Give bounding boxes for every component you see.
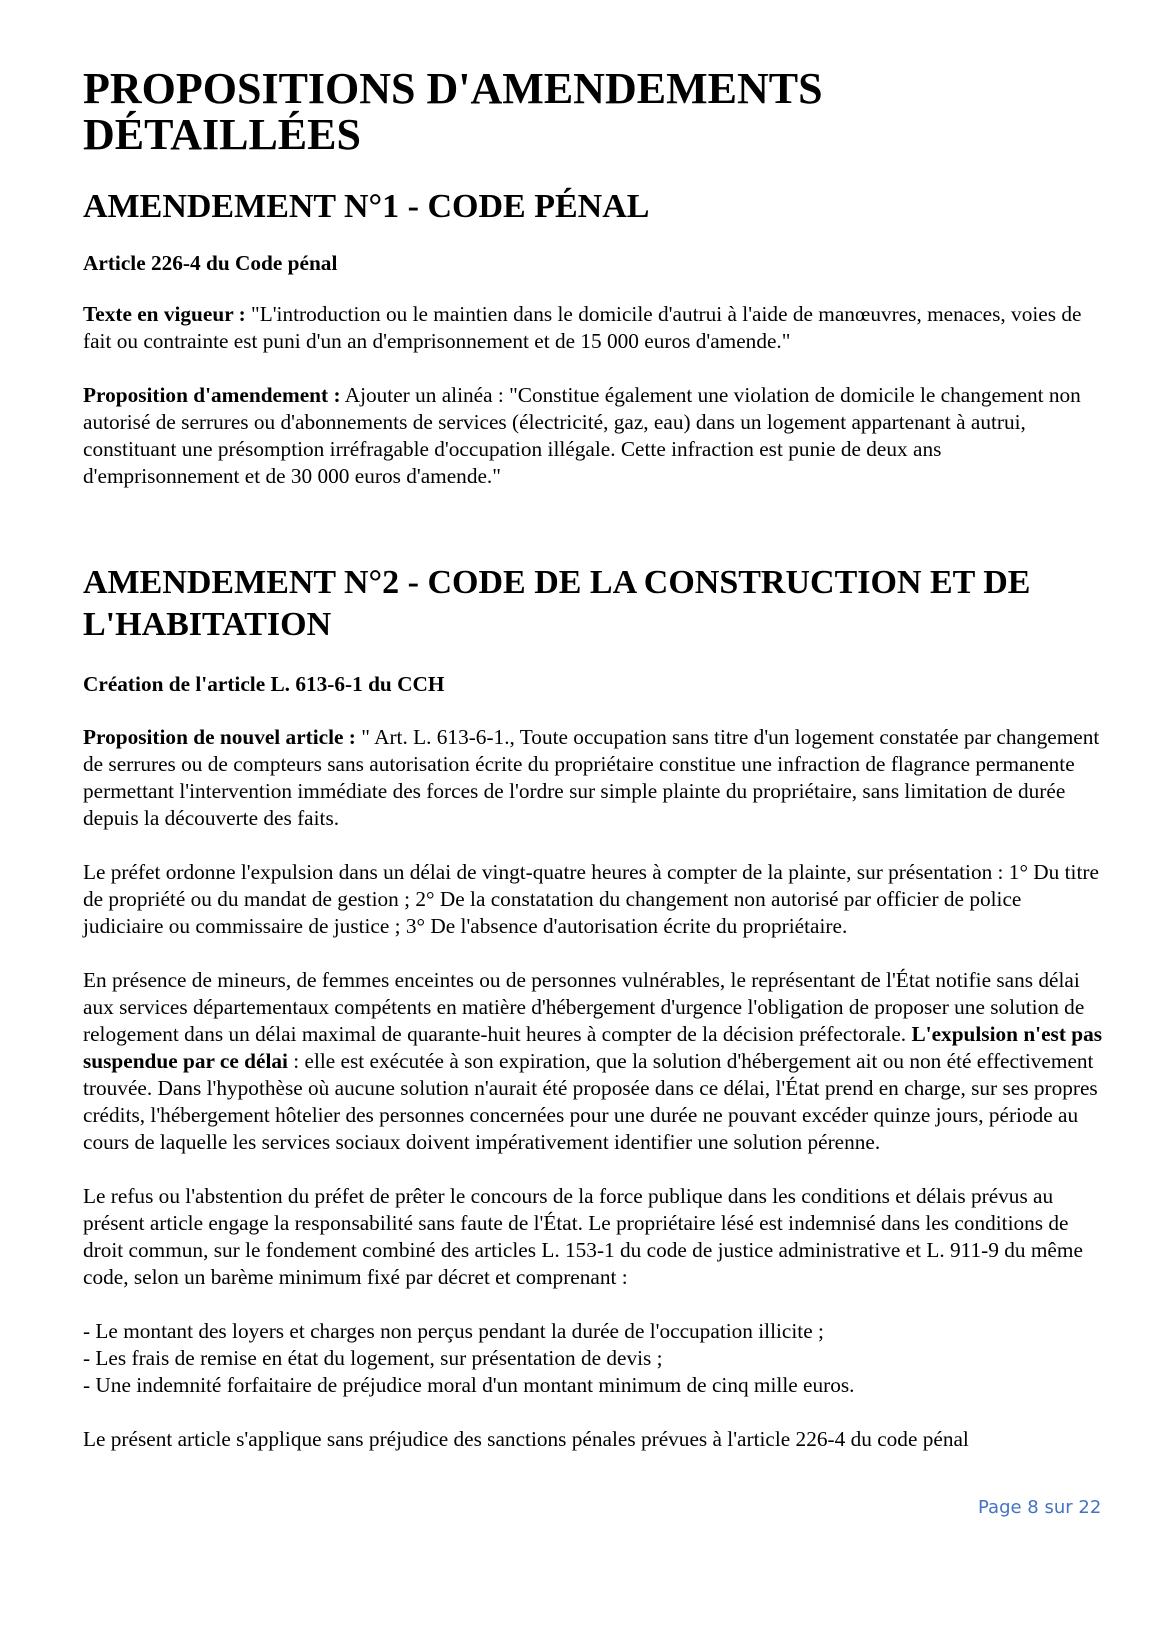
document-page <box>83 66 1103 1453</box>
vulnerable-persons-emphasis: L'expulsion n'est pas suspendue par ce délai <box>83 1022 1103 1073</box>
new-article-body: " Art. L. 613-6-1., Toute occupation sans titre d'un logement constatée par changement de serrures ou de compteurs sans autorisation écrite du propriétaire constitue une infraction de flagrance permanente permettant l'intervention immédiate des forces de l'ordre sur simple plainte du propriétaire, sans limitation de durée depuis la découverte des faits. <box>83 725 1100 830</box>
vulnerable-persons-text-end: : elle est exécutée à son expiration, que la solution d'hébergement ait ou non été effectivement trouvée. Dans l'hypothèse où aucune solution n'aurait été proposée dans ce délai, l'État prend en charge, sur ses propres crédits, l'hébergement hôtelier des personnes concernées pour une durée ne pouvant excéder quinze jours, période au cours de laquelle les services sociaux doivent impérativement identifier une solution pérenne. <box>83 1049 1098 1154</box>
list-item: - Les frais de remise en état du logement, sur présentation de devis ; <box>83 1346 663 1370</box>
list-item: - Une indemnité forfaitaire de préjudice moral d'un montant minimum de cinq mille euros. <box>83 1373 855 1397</box>
indemnity-list <box>83 1318 1103 1399</box>
vulnerable-persons-paragraph <box>83 967 1103 1156</box>
amendment-1-heading: AMENDEMENT N°1 - CODE PÉNAL <box>83 188 650 225</box>
amendment-1-proposal <box>83 382 1103 490</box>
page-number: Page 8 sur 22 <box>978 1497 1102 1518</box>
vulnerable-persons-text-start: En présence de mineurs, de femmes enceintes ou de personnes vulnérables, le représentant de l'État notifie sans délai aux services départementaux compétents en matière d'hébergement d'urgence l'obligation de proposer une solution de relogement dans un délai maximal de quarante-huit heures à compter de la décision préfectorale. <box>83 968 1085 1046</box>
final-paragraph: Le présent article s'applique sans préjudice des sanctions pénales prévues à l'article 226-4 du code pénal <box>83 1427 969 1451</box>
current-text-body: "L'introduction ou le maintien dans le domicile d'autrui à l'aide de manœuvres, menaces, voies de fait ou contrainte est puni d'un an d'emprisonnement et de 15 000 euros d'amende." <box>83 302 1082 353</box>
amendment-2-heading: AMENDEMENT N°2 - CODE DE LA CONSTRUCTION ET DE L'HABITATION <box>83 564 1031 643</box>
new-article-label: Proposition de nouvel article : <box>83 725 356 749</box>
amendment-1-current-text <box>83 301 1103 355</box>
amendment-2-article-reference: Création de l'article L. 613-6-1 du CCH <box>83 672 445 696</box>
expulsion-procedure-paragraph: Le préfet ordonne l'expulsion dans un délai de vingt-quatre heures à compter de la plainte, sur présentation : 1° Du titre de propriété ou du mandat de gestion ; 2° De la constatation du changement non autorisé par officier de police judiciaire ou commissaire de justice ; 3° De l'absence d'autorisation écrite du propriétaire. <box>83 860 1099 938</box>
document-title: PROPOSITIONS D'AMENDEMENTS DÉTAILLÉES <box>83 64 823 159</box>
proposal-label: Proposition d'amendement : <box>83 383 341 407</box>
list-item: - Le montant des loyers et charges non perçus pendant la durée de l'occupation illicite ; <box>83 1319 824 1343</box>
state-liability-paragraph: Le refus ou l'abstention du préfet de prêter le concours de la force publique dans les conditions et délais prévus au présent article engage la responsabilité sans faute de l'État. Le propriétaire lésé est indemnisé dans les conditions de droit commun, sur le fondement combiné des articles L. 153-1 du code de justice administrative et L. 911-9 du même code, selon un barème minimum fixé par décret et comprenant : <box>83 1184 1083 1289</box>
amendment-2-proposal <box>83 724 1103 832</box>
current-text-label: Texte en vigueur : <box>83 302 246 326</box>
proposal-body: Ajouter un alinéa : "Constitue également une violation de domicile le changement non autorisé de serrures ou d'abonnements de services (électricité, gaz, eau) dans un logement appartenant à autrui, constituant une présomption irréfragable d'occupation illégale. Cette infraction est punie de deux ans d'emprisonnement et de 30 000 euros d'amende." <box>83 383 1081 488</box>
amendment-1-article-reference: Article 226-4 du Code pénal <box>83 251 338 275</box>
